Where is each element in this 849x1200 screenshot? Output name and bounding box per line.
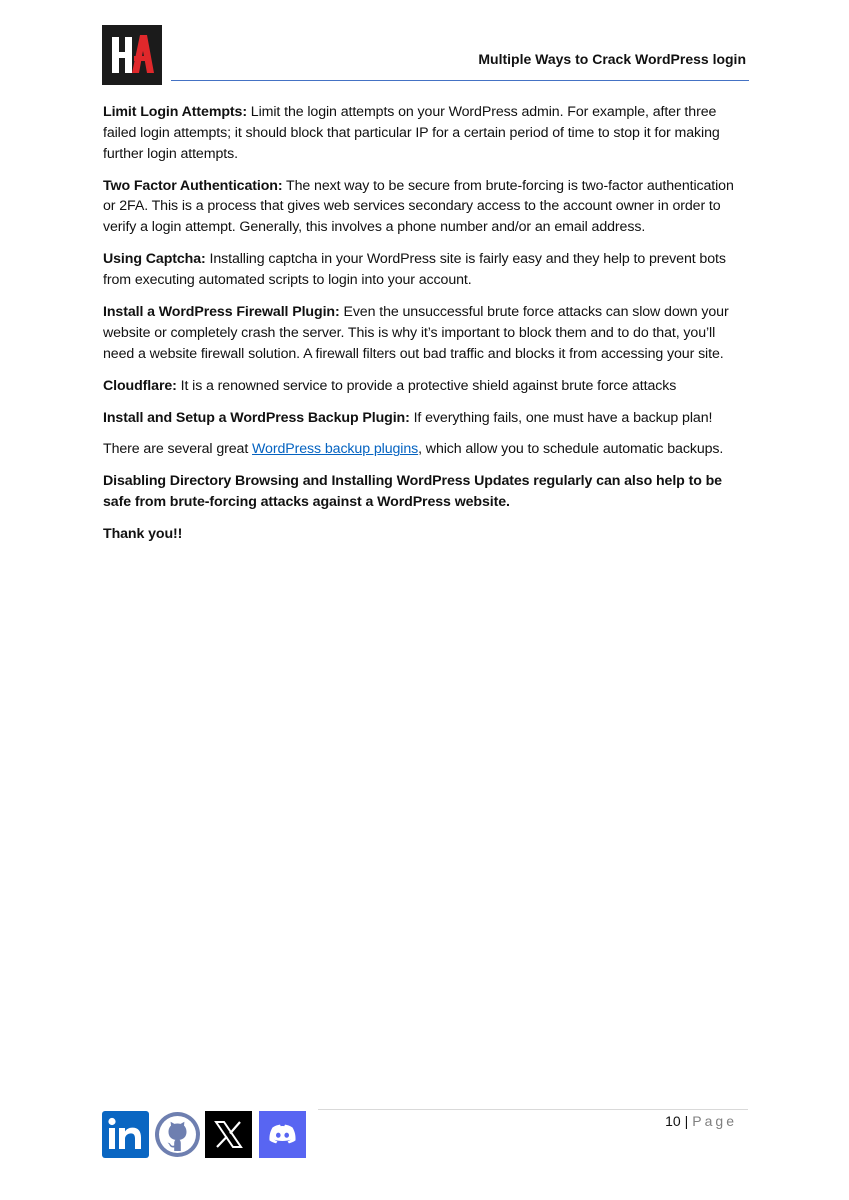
paragraph-heading: Using Captcha:	[103, 251, 206, 268]
paragraph-text: If everything fails, one must have a backup plan!	[409, 409, 713, 426]
linkedin-icon[interactable]	[102, 1111, 149, 1158]
paragraph-heading: Limit Login Attempts:	[103, 104, 247, 120]
page-number	[665, 1113, 737, 1129]
footer-divider	[318, 1109, 748, 1110]
page-number-value: 10	[665, 1113, 681, 1129]
paragraph-bold-text: Thank you!!	[103, 526, 183, 543]
paragraph-text: Limit the login attempts on your WordPress admin. For example, after three failed login attempts; it should block that particular IP for a certain period of time to stop it for making further login attempts.	[103, 104, 720, 162]
discord-icon[interactable]	[259, 1111, 306, 1158]
paragraph-text: There are several great	[103, 441, 253, 458]
page-label: Page	[692, 1113, 737, 1129]
header-title: Multiple Ways to Crack WordPress login	[478, 51, 746, 67]
paragraph-text: It is a renowned service to provide a protective shield against brute force attacks	[176, 377, 677, 394]
paragraph-backup-plugin	[103, 408, 743, 429]
paragraph-text: Even the unsuccessful brute force attacks can slow down your website or completely crash the server. This is why it’s important to block them and to do that, you’ll need a website firewall solution. A firewall filters out bad traffic and blocks it from accessing your site.	[103, 303, 729, 362]
paragraph-cloudflare	[103, 376, 743, 397]
paragraph-heading: Cloudflare:	[103, 377, 177, 394]
paragraph-bold-text: Disabling Directory Browsing and Installing WordPress Updates regularly can also help to be safe from brute-forcing attacks against a WordPress website.	[103, 473, 722, 511]
paragraph-text: The next way to be secure from brute-forcing is two-factor authentication or 2FA. This is a process that gives web services secondary access to the account owner in order to verify a login attempt. Generally, this involves a phone number and/or an email address.	[103, 177, 734, 236]
paragraph-heading: Install a WordPress Firewall Plugin:	[103, 303, 340, 320]
paragraph-text: , which allow you to schedule automatic backups.	[418, 441, 724, 458]
paragraph-backup-plugins-link	[103, 439, 743, 460]
wordpress-backup-plugins-link[interactable]: WordPress backup plugins	[252, 441, 419, 458]
paragraph-text: Installing captcha in your WordPress site is fairly easy and they help to prevent bots from executing automated scripts to login into your account.	[103, 251, 726, 288]
paragraph-two-factor	[103, 176, 743, 238]
github-icon[interactable]	[154, 1111, 201, 1158]
header-divider	[171, 80, 749, 81]
paragraph-heading: Two Factor Authentication:	[103, 177, 283, 194]
paragraph-firewall	[103, 302, 743, 364]
x-icon[interactable]	[205, 1111, 252, 1158]
document-body	[103, 102, 743, 556]
paragraph-thank-you	[103, 524, 743, 545]
page-separator: |	[684, 1113, 689, 1129]
paragraph-captcha	[103, 249, 743, 291]
paragraph-conclusion	[103, 471, 743, 513]
paragraph-heading: Install and Setup a WordPress Backup Plugin:	[103, 409, 410, 426]
paragraph-limit-login	[103, 102, 743, 164]
hackingarticles-logo-icon	[102, 25, 162, 85]
